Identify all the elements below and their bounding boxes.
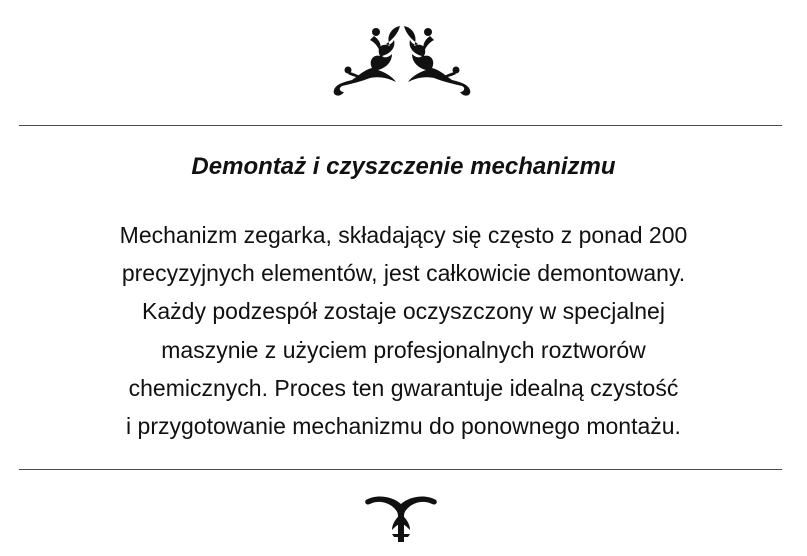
section-heading: Demontaż i czyszczenie mechanizmu <box>191 153 616 180</box>
body-line: i przygotowanie mechanizmu do ponownego montażu. <box>126 413 681 440</box>
body-line: maszynie z użyciem profesjonalnych roztworów <box>161 336 646 363</box>
floral-scroll-ornament-icon <box>330 18 474 98</box>
body-line: precyzyjnych elementów, jest całkowicie demontowany. <box>121 260 686 287</box>
body-line: chemicznych. Proces ten gwarantuje idealną czystość <box>128 374 679 401</box>
section-body <box>20 216 787 445</box>
top-divider <box>19 125 782 126</box>
body-line: Każdy podzespół zostaje oczyszczony w specjalnej <box>142 298 665 325</box>
bottom-divider <box>19 469 782 470</box>
fleur-ornament-icon <box>362 494 440 546</box>
body-line: Mechanizm zegarka, składający się często z ponad 200 <box>119 222 688 248</box>
